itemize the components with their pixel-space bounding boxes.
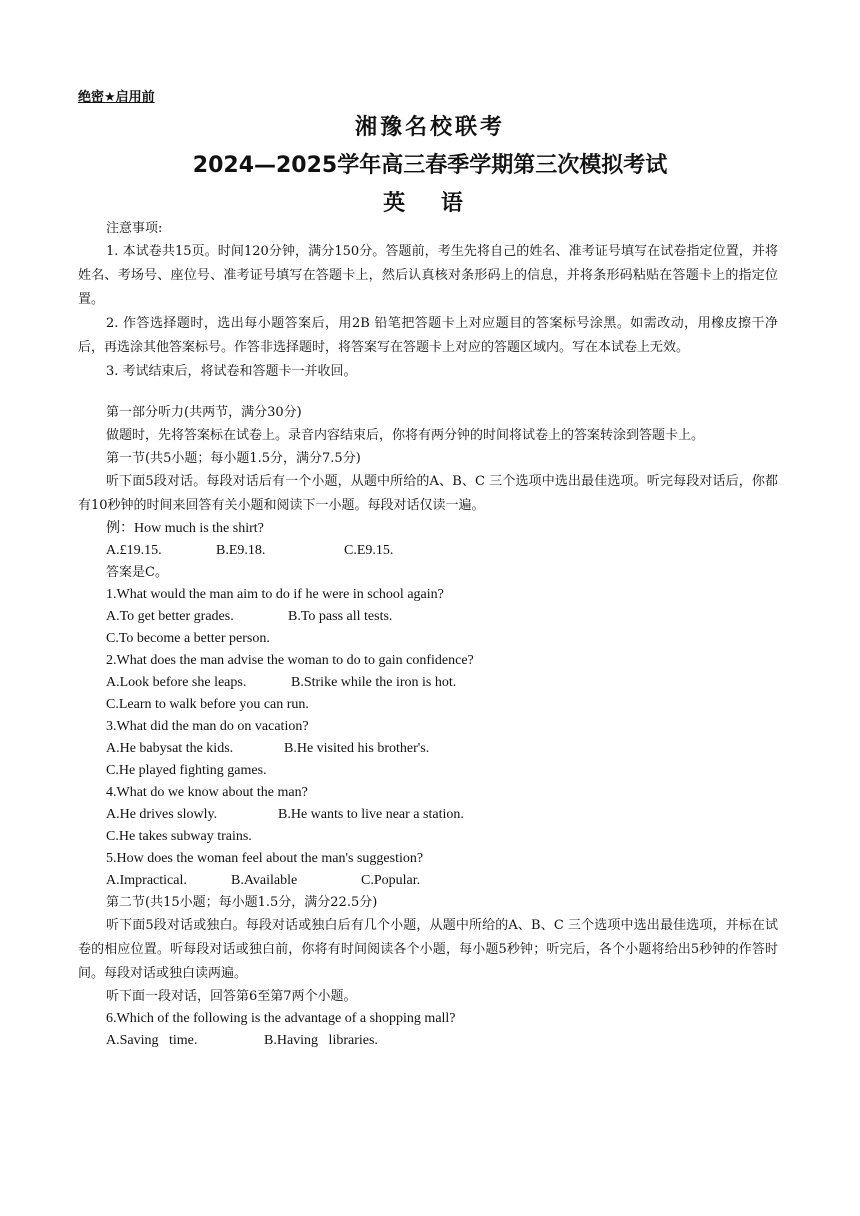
q4-option-b: B.He wants to live near a station. bbox=[278, 807, 464, 822]
q2-option-a: A.Look before she leaps. bbox=[106, 675, 247, 690]
example-answer: 答案是C。 bbox=[106, 565, 168, 580]
q1-option-a: A.To get better grades. bbox=[106, 609, 234, 624]
q2-option-c: C.Learn to walk before you can run. bbox=[106, 697, 309, 712]
subject-title: 英 语 bbox=[383, 191, 477, 216]
section2-heading: 第二节(共15小题；每小题1.5分，满分22.5分) bbox=[106, 895, 378, 910]
example-question: 例：How much is the shirt? bbox=[106, 521, 264, 536]
section1-intro: 听下面5段对话。每段对话后有一个小题，从题中所给的A、B、C 三个选项中选出最佳选项。听完每段对话后，你都有10秒钟的时间来回答有关小题和阅读下一小题。每段对话仅读一遍。 bbox=[78, 474, 778, 513]
q4-option-c: C.He takes subway trains. bbox=[106, 829, 252, 844]
q2-option-b: B.Strike while the iron is hot. bbox=[291, 675, 457, 690]
example-option-c: C.E9.15. bbox=[344, 543, 394, 558]
q6-option-b: B.Having libraries. bbox=[264, 1033, 378, 1048]
section1-heading: 第一节(共5小题；每小题1.5分，满分7.5分) bbox=[106, 451, 361, 466]
question-6: 6.Which of the following is the advantage of a shopping mall? bbox=[106, 1011, 456, 1026]
q1-option-c: C.To become a better person. bbox=[106, 631, 270, 646]
q3-option-b: B.He visited his brother's. bbox=[284, 741, 430, 756]
q3-option-c: C.He played fighting games. bbox=[106, 763, 267, 778]
notice-item-2: 2. 作答选择题时，选出每小题答案后，用2B 铅笔把答题卡上对应题目的答案标号涂黑。如需改动，用橡皮擦干净后，再选涂其他答案标号。作答非选择题时，将答案写在答题卡上对应的答题区域内。写在本试卷上无效。 bbox=[78, 316, 778, 355]
q4-option-a: A.He drives slowly. bbox=[106, 807, 218, 822]
q5-option-a: A.Impractical. bbox=[106, 873, 187, 888]
question-2-options bbox=[78, 672, 778, 694]
question-3-options bbox=[78, 738, 778, 760]
exam-org-title: 湘豫名校联考 bbox=[354, 115, 505, 140]
notice-item-1: 1. 本试卷共15页。时间120分钟，满分150分。答题前，考生先将自己的姓名、准考证号填写在试卷指定位置，并将姓名、考场号、座位号、准考证号填写在答题卡上，然后认真核对条形码上的信息，并将条形码粘贴在答题卡上的指定位置。 bbox=[78, 244, 778, 307]
example-options bbox=[78, 540, 778, 562]
question-1-options bbox=[78, 606, 778, 628]
confidential-label: 绝密★启用前 bbox=[78, 90, 155, 105]
q5-option-b: B.Available bbox=[231, 873, 298, 888]
dialog-intro: 听下面一段对话，回答第6至第7两个小题。 bbox=[106, 989, 357, 1004]
q3-option-a: A.He babysat the kids. bbox=[106, 741, 234, 756]
q5-option-c: C.Popular. bbox=[361, 873, 421, 888]
part1-heading: 第一部分听力(共两节，满分30分) bbox=[106, 405, 302, 420]
question-2: 2.What does the man advise the woman to do to gain confidence? bbox=[106, 653, 474, 668]
question-3: 3.What did the man do on vacation? bbox=[106, 719, 309, 734]
question-5-options bbox=[78, 870, 778, 892]
example-option-b: B.E9.18. bbox=[216, 543, 266, 558]
question-4-options bbox=[78, 804, 778, 826]
part1-intro: 做题时，先将答案标在试卷上。录音内容结束后，你将有两分钟的时间将试卷上的答案转涂到答题卡上。 bbox=[106, 428, 705, 443]
q6-option-a: A.Saving time. bbox=[106, 1033, 198, 1048]
question-6-options bbox=[78, 1030, 778, 1052]
exam-body bbox=[78, 218, 778, 1052]
exam-name-title: 2024—2025学年高三春季学期第三次模拟考试 bbox=[192, 153, 668, 178]
notice-heading: 注意事项: bbox=[106, 221, 163, 236]
question-4: 4.What do we know about the man? bbox=[106, 785, 308, 800]
question-5: 5.How does the woman feel about the man's suggestion? bbox=[106, 851, 424, 866]
q1-option-b: B.To pass all tests. bbox=[288, 609, 393, 624]
notice-item-3: 3. 考试结束后，将试卷和答题卡一并收回。 bbox=[106, 364, 357, 379]
question-1: 1.What would the man aim to do if he were in school again? bbox=[106, 587, 444, 602]
example-option-a: A.£19.15. bbox=[106, 543, 162, 558]
section2-intro: 听下面5段对话或独白。每段对话或独白后有几个小题，从题中所给的A、B、C 三个选项中选出最佳选项，并标在试卷的相应位置。听每段对话或独白前，你将有时间阅读各个小题，每小题5秒钟；听完后，各个小题将给出5秒钟的作答时间。每段对话或独白读两遍。 bbox=[78, 918, 778, 981]
